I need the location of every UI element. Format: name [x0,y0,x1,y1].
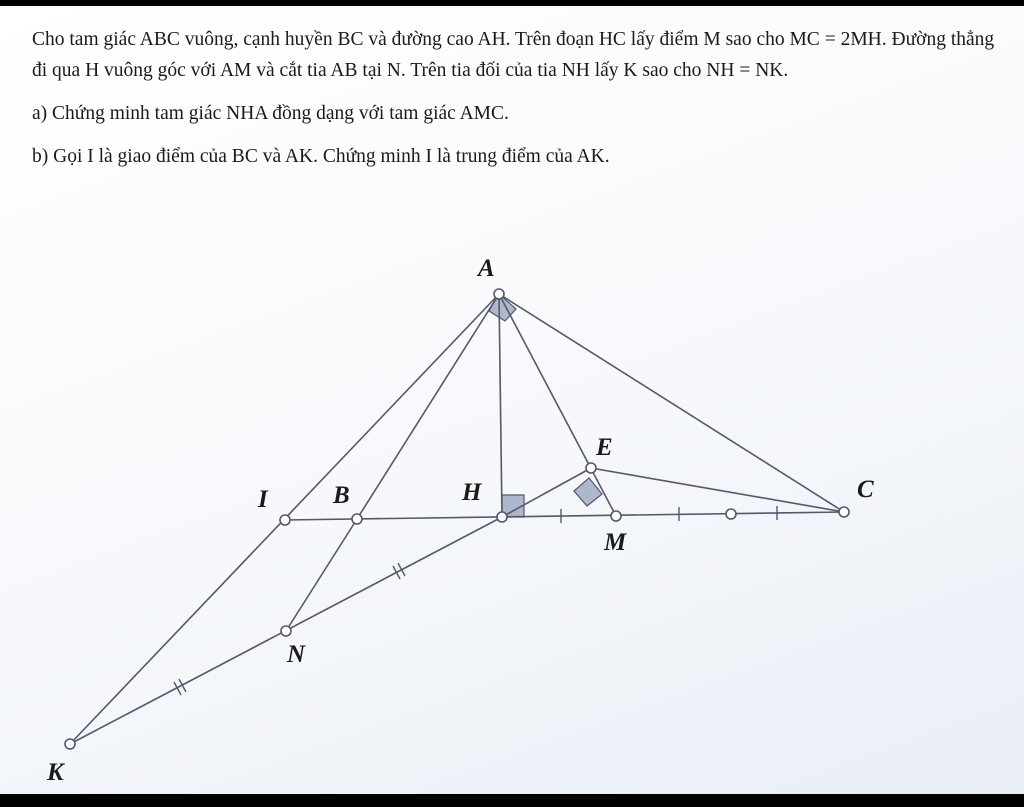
label-m: M [604,529,627,556]
point-b [352,514,362,524]
label-a: A [478,255,495,282]
segment-bn [286,519,357,631]
point-n [281,626,291,636]
part-b: b) Gọi I là giao điểm của BC và AK. Chứng minh I là trung điểm của AK. [32,146,610,167]
label-b: B [333,482,350,509]
label-c: C [857,476,874,503]
point-k [65,739,75,749]
point-a [494,289,504,299]
segment-ec [591,468,844,512]
point-c [839,507,849,517]
segment-am [499,294,616,516]
label-h: H [462,479,482,506]
label-i: I [258,486,268,513]
tick-nh-1 [393,566,400,579]
point-h [497,512,507,522]
point-m [611,511,621,521]
problem-statement: Cho tam giác ABC vuông, cạnh huyền BC và đường cao AH. Trên đoạn HC lấy điểm M sao cho MC = 2MH. Đường thẳng đi qua H vuông góc với AM và cắt tia AB tại N. Trên tia đối của tia NH lấy K sao cho NH = NK. [32,29,995,81]
segment-ah [499,294,502,517]
point-i [280,515,290,525]
label-n: N [287,641,306,668]
segment-ic [285,512,844,520]
geometry-figure [0,6,1024,794]
point-e [586,463,596,473]
tick-nh-2 [398,563,405,576]
segment-ac [499,294,844,512]
label-e: E [596,434,613,461]
document-page [0,6,1024,794]
part-a: a) Chứng minh tam giác NHA đồng dạng với tam giác AMC. [32,103,509,124]
label-k: K [47,759,64,786]
point-trisection [726,509,736,519]
